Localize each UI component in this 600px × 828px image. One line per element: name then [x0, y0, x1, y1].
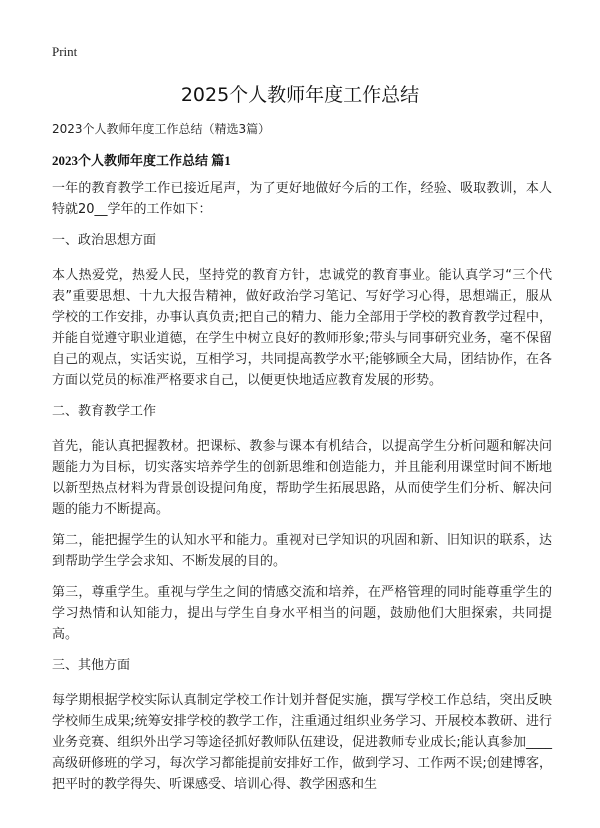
- heading-politics: 一、政治思想方面: [52, 233, 157, 248]
- document-title: 2025个人教师年度工作总结: [180, 84, 420, 106]
- paragraph-other: 每学期根据学校实际认真制定学校工作计划并督促实施，撰写学校工作总结，突出反映学校师生成果;统筹安排学校的教学工作，注重通过组织业务学习、开展校本教研、进行业务竞赛、组织外出学习等途径抓好教师队伍建设，促进教师专业成长;能认真参加____高级研修班的学习，每次学习都能提前安排好工作，做到学习、工作两不误;创建博客，把平时的教学得失、听课感受、培训心得、教学困惑和生: [52, 693, 552, 792]
- heading-other: 三、其他方面: [52, 658, 131, 673]
- paragraph-teaching-third: 第三，尊重学生。重视与学生之间的情感交流和培养，在严格管理的同时能尊重学生的学习热情和认知能力，提出与学生自身水平相当的问题，鼓励他们大胆探索，共同提高。: [52, 585, 552, 642]
- paragraph-politics: 本人热爱党，热爱人民，坚持党的教育方针，忠诚党的教育事业。能认真学习“三个代表”重要思想、十九大报告精神，做好政治学习笔记、写好学习心得，思想端正，服从学校的工作安排，办事认真负责;把自己的精力、能力全部用于学校的教育教学过程中，并能自觉遵守职业道德，在学生中树立良好的教师形象;带头与同事研究业务，毫不保留自己的观点，实话实说，互相学习，共同提高教学水平;能够顾全大局，团结协作，在各方面以党员的标准严格要求自己，以便更快地适应教育发展的形势。: [52, 268, 552, 388]
- heading-teaching: 二、教育教学工作: [52, 404, 157, 419]
- document-body: [52, 178, 552, 805]
- paragraph-teaching-second: 第二，能把握学生的认知水平和能力。重视对已学知识的巩固和新、旧知识的联系，达到帮助学生学会求知、不断发展的目的。: [52, 533, 552, 569]
- print-link[interactable]: Print: [52, 44, 78, 59]
- paragraph-teaching-first: 首先，能认真把握教材。把课标、教参与课本有机结合，以提高学生分析问题和解决问题能力为目标，切实落实培养学生的创新思维和创造能力，并且能利用课堂时间不断地以新型热点材料为背景创设提问角度，帮助学生拓展思路，从而使学生们分析、解决问题的能力不断提高。: [52, 439, 552, 517]
- paragraph-intro: 一年的教育教学工作已接近尾声，为了更好地做好今后的工作，经验、吸取教训，本人特就20__学年的工作如下：: [52, 181, 552, 217]
- document-subtitle: 2023个人教师年度工作总结（精选3篇）: [52, 122, 271, 136]
- section-title: 2023个人教师年度工作总结 篇1: [52, 153, 231, 168]
